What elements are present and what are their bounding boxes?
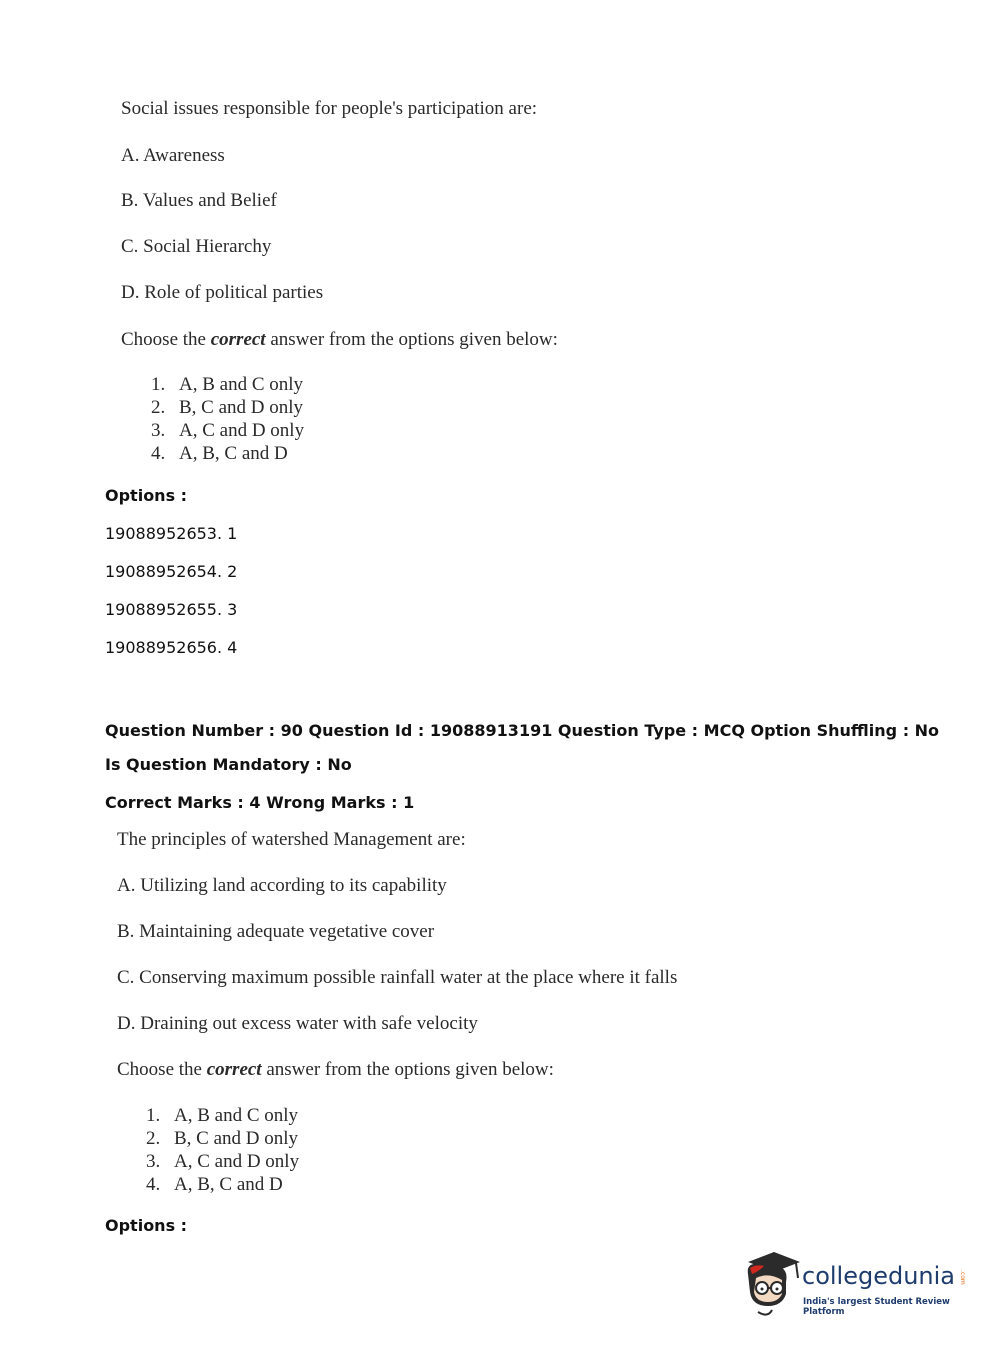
q2-meta-line2: Is Question Mandatory : No [105, 755, 352, 774]
q2-item-b: B. Maintaining adequate vegetative cover [117, 921, 435, 942]
q2-choice-4: 4. A, B, C and D [146, 1174, 283, 1195]
mascot-icon [742, 1248, 802, 1318]
q2-stem: The principles of watershed Management are: [117, 829, 466, 850]
q1-option-3: 19088952655. 3 [105, 600, 238, 619]
q2-meta-line3: Correct Marks : 4 Wrong Marks : 1 [105, 793, 415, 812]
q2-item-d: D. Draining out excess water with safe velocity [117, 1013, 478, 1034]
logo-wordmark: collegedunia [802, 1262, 956, 1290]
q2-instruction: Choose the correct answer from the options given below: [117, 1059, 554, 1080]
q1-item-c: C. Social Hierarchy [121, 236, 272, 257]
q1-options-label: Options : [105, 486, 188, 505]
q1-choice-4: 4. A, B, C and D [151, 443, 288, 464]
q2-choice-1: 1. A, B and C only [146, 1105, 299, 1126]
q1-choice-1: 1. A, B and C only [151, 374, 304, 395]
q2-item-c: C. Conserving maximum possible rainfall water at the place where it falls [117, 967, 678, 988]
q2-choice-2: 2. B, C and D only [146, 1128, 299, 1149]
q1-item-d: D. Role of political parties [121, 282, 324, 303]
logo-suffix: .com [959, 1270, 966, 1285]
collegedunia-logo [742, 1248, 972, 1318]
q1-option-1: 19088952653. 1 [105, 524, 238, 543]
q1-option-2: 19088952654. 2 [105, 562, 238, 581]
q1-item-a: A. Awareness [121, 145, 225, 166]
logo-tagline: India's largest Student Review Platform [803, 1297, 950, 1317]
q2-meta-line1: Question Number : 90 Question Id : 19088913191 Question Type : MCQ Option Shuffling : No [105, 721, 940, 740]
q1-item-b: B. Values and Belief [121, 190, 277, 211]
q1-option-4: 19088952656. 4 [105, 638, 238, 657]
q1-stem: Social issues responsible for people's participation are: [121, 98, 538, 119]
q1-instruction: Choose the correct answer from the options given below: [121, 329, 558, 350]
q1-choice-3: 3. A, C and D only [151, 420, 305, 441]
q2-choice-3: 3. A, C and D only [146, 1151, 300, 1172]
q2-options-label: Options : [105, 1216, 188, 1235]
q1-choice-2: 2. B, C and D only [151, 397, 304, 418]
q2-item-a: A. Utilizing land according to its capability [117, 875, 447, 896]
